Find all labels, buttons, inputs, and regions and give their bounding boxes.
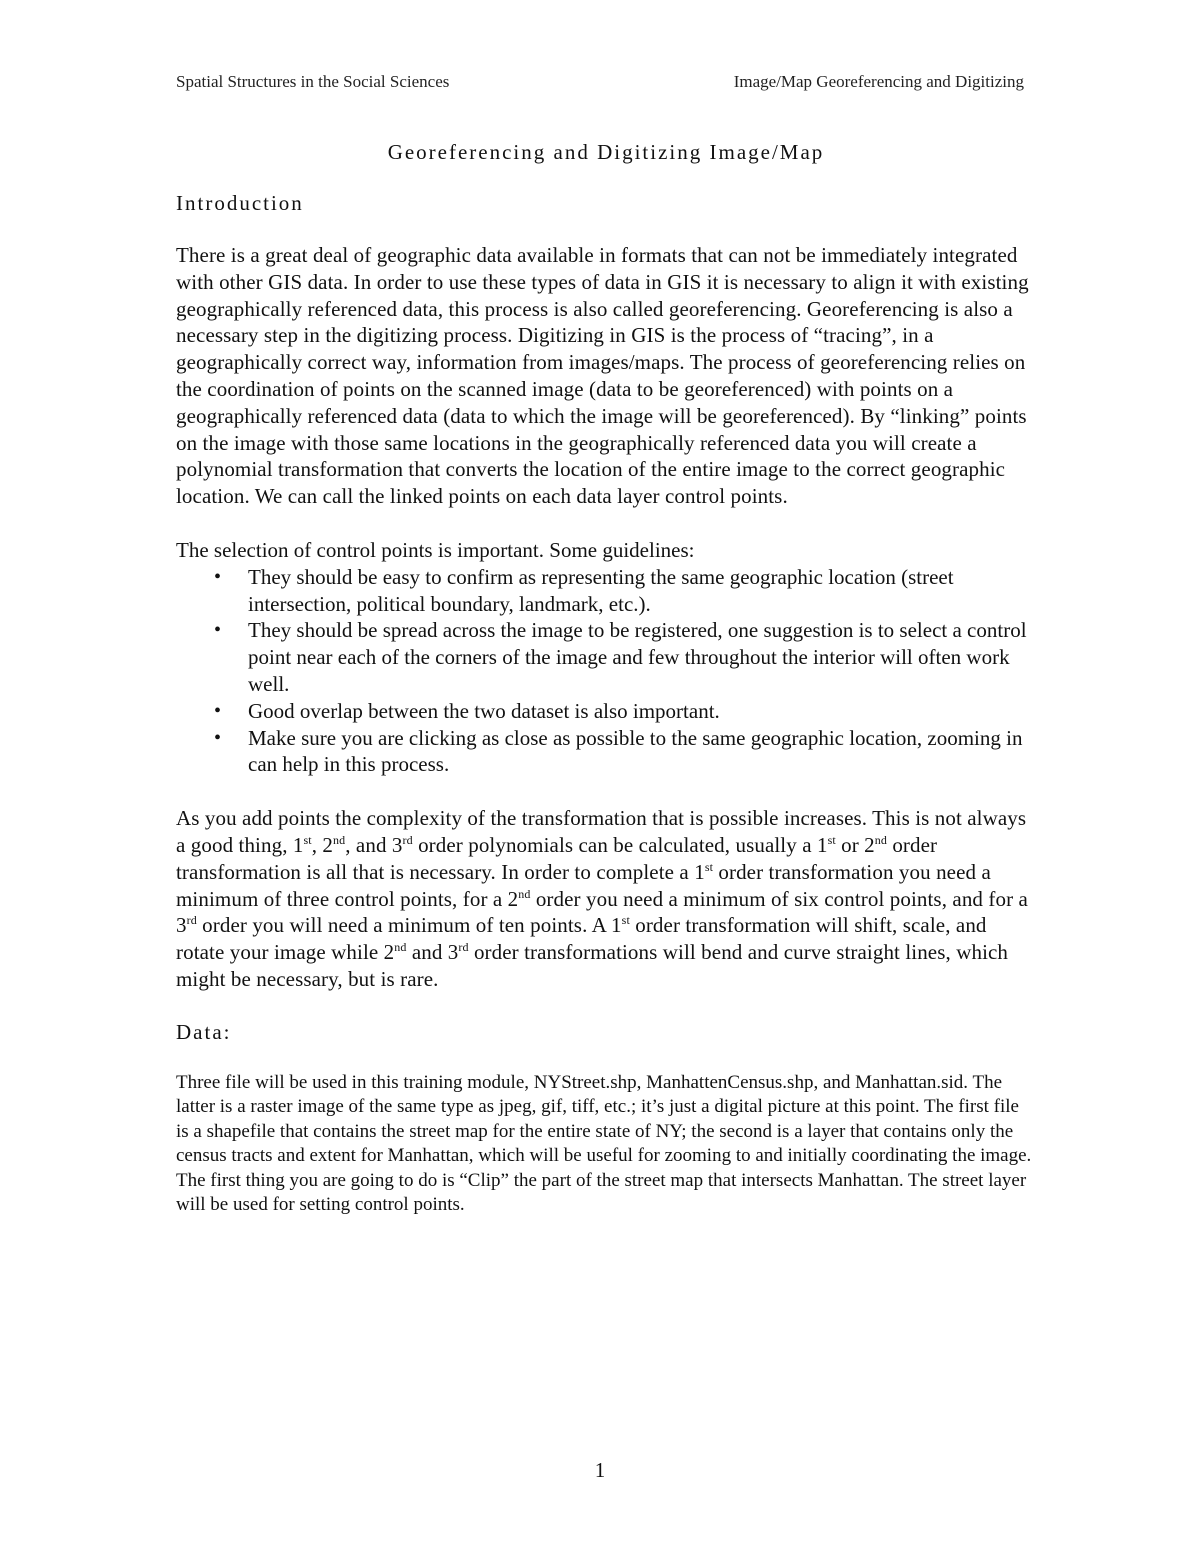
- text-run: order you need a minimum of six control points, and for a 3: [176, 886, 1028, 938]
- text-run: order polynomials can be calculated, usually a 1: [412, 832, 828, 857]
- introduction-paragraph: There is a great deal of geographic data available in formats that can not be immediately integrated with other GIS data. In order to use these types of data in GIS it is necessary to align it with existing geographically referenced data, this process is also called georeferencing. Georeferencing is also a necessary step in the digitizing process. Digitizing in GIS is the process of “tracing”, in a geographically correct way, information from images/maps. The process of georeferencing relies on the coordination of points on the scanned image (data to be georeferenced) with points on a geographically referenced data (data to which the image will be georeferenced). By “linking” points on the image with those same locations in the geographically referenced data you will create a polynomial transformation that converts the location of the entire image to the correct geographic location. We can call the linked points on each data layer control points.: [176, 243, 1029, 509]
- guidelines-block: [176, 537, 1036, 778]
- ordinal-suffix: rd: [402, 832, 413, 847]
- list-item-text: Make sure you are clicking as close as possible to the same geographic location, zooming in can help in this process.: [248, 725, 1023, 777]
- ordinal-suffix: st: [303, 832, 312, 847]
- text-run: , 2: [311, 832, 334, 857]
- bullet-icon: •: [214, 619, 222, 642]
- ordinal-suffix: nd: [333, 832, 346, 847]
- text-run: As you add points the complexity of the transformation that is possible increases. This is not always a good thing, 1: [176, 806, 1027, 857]
- text-run: order transformation is all that is necessary. In order to complete a 1: [176, 832, 938, 884]
- ordinal-suffix: st: [621, 913, 630, 928]
- data-heading: Data:: [176, 1019, 232, 1044]
- text-run: or 2: [835, 832, 875, 857]
- guidelines-list: [176, 564, 1036, 778]
- list-item: [214, 698, 1036, 725]
- ordinal-suffix: nd: [518, 886, 531, 901]
- list-item: [214, 617, 1036, 697]
- list-item-text: They should be easy to confirm as representing the same geographic location (street intersection, political boundary, landmark, etc.).: [248, 564, 954, 616]
- introduction-heading: Introduction: [176, 191, 304, 215]
- text-run: order transformation you need a minimum of three control points, for a 2: [176, 859, 991, 911]
- data-paragraph: Three file will be used in this training module, NYStreet.shp, ManhattenCensus.shp, and Manhattan.sid. The latter is a raster image of the same type as jpeg, gif, tiff, etc.; it’s just a digital picture at this point. The first file is a shapefile that contains the street map for the entire state of NY; the second is a layer that contains only the census tracts and extent for Manhattan, which will be useful for zooming to and initially coordinating the image. The first thing you are going to do is “Clip” the part of the street map that intersects Manhattan. The street layer will be used for setting control points.: [176, 1071, 1032, 1216]
- document-title: Georeferencing and Digitizing Image/Map: [387, 140, 825, 164]
- page-number: 1: [594, 1458, 606, 1482]
- guidelines-lead: The selection of control points is important. Some guidelines:: [176, 537, 695, 562]
- running-header-left: Spatial Structures in the Social Sciences: [176, 72, 450, 91]
- ordinal-suffix: rd: [186, 913, 197, 928]
- ordinal-suffix: nd: [874, 832, 887, 847]
- list-item-text: They should be spread across the image to be registered, one suggestion is to select a control point near each of the corners of the image and few throughout the interior will often work well.: [248, 618, 1027, 696]
- complexity-paragraph: [176, 805, 1036, 993]
- ordinal-suffix: nd: [394, 940, 407, 955]
- text-run: , and 3: [345, 832, 403, 857]
- list-item: [214, 564, 1036, 618]
- ordinal-suffix: st: [704, 859, 714, 874]
- bullet-icon: •: [214, 699, 222, 722]
- running-header-right: Image/Map Georeferencing and Digitizing: [733, 72, 1024, 91]
- list-item: [214, 725, 1036, 779]
- bullet-icon: •: [214, 565, 222, 588]
- text-run: order transformation will shift, scale, and rotate your image while 2: [176, 913, 987, 965]
- text-run: order transformations will bend and curve straight lines, which might be necessary, but is rare.: [176, 940, 1009, 991]
- page-content: [176, 140, 1036, 1218]
- text-run: and 3: [406, 940, 459, 965]
- ordinal-suffix: st: [827, 832, 836, 847]
- bullet-icon: •: [214, 726, 222, 749]
- list-item-text: Good overlap between the two dataset is also important.: [248, 698, 720, 723]
- ordinal-suffix: rd: [458, 940, 469, 955]
- text-run: order you will need a minimum of ten points. A 1: [196, 913, 622, 938]
